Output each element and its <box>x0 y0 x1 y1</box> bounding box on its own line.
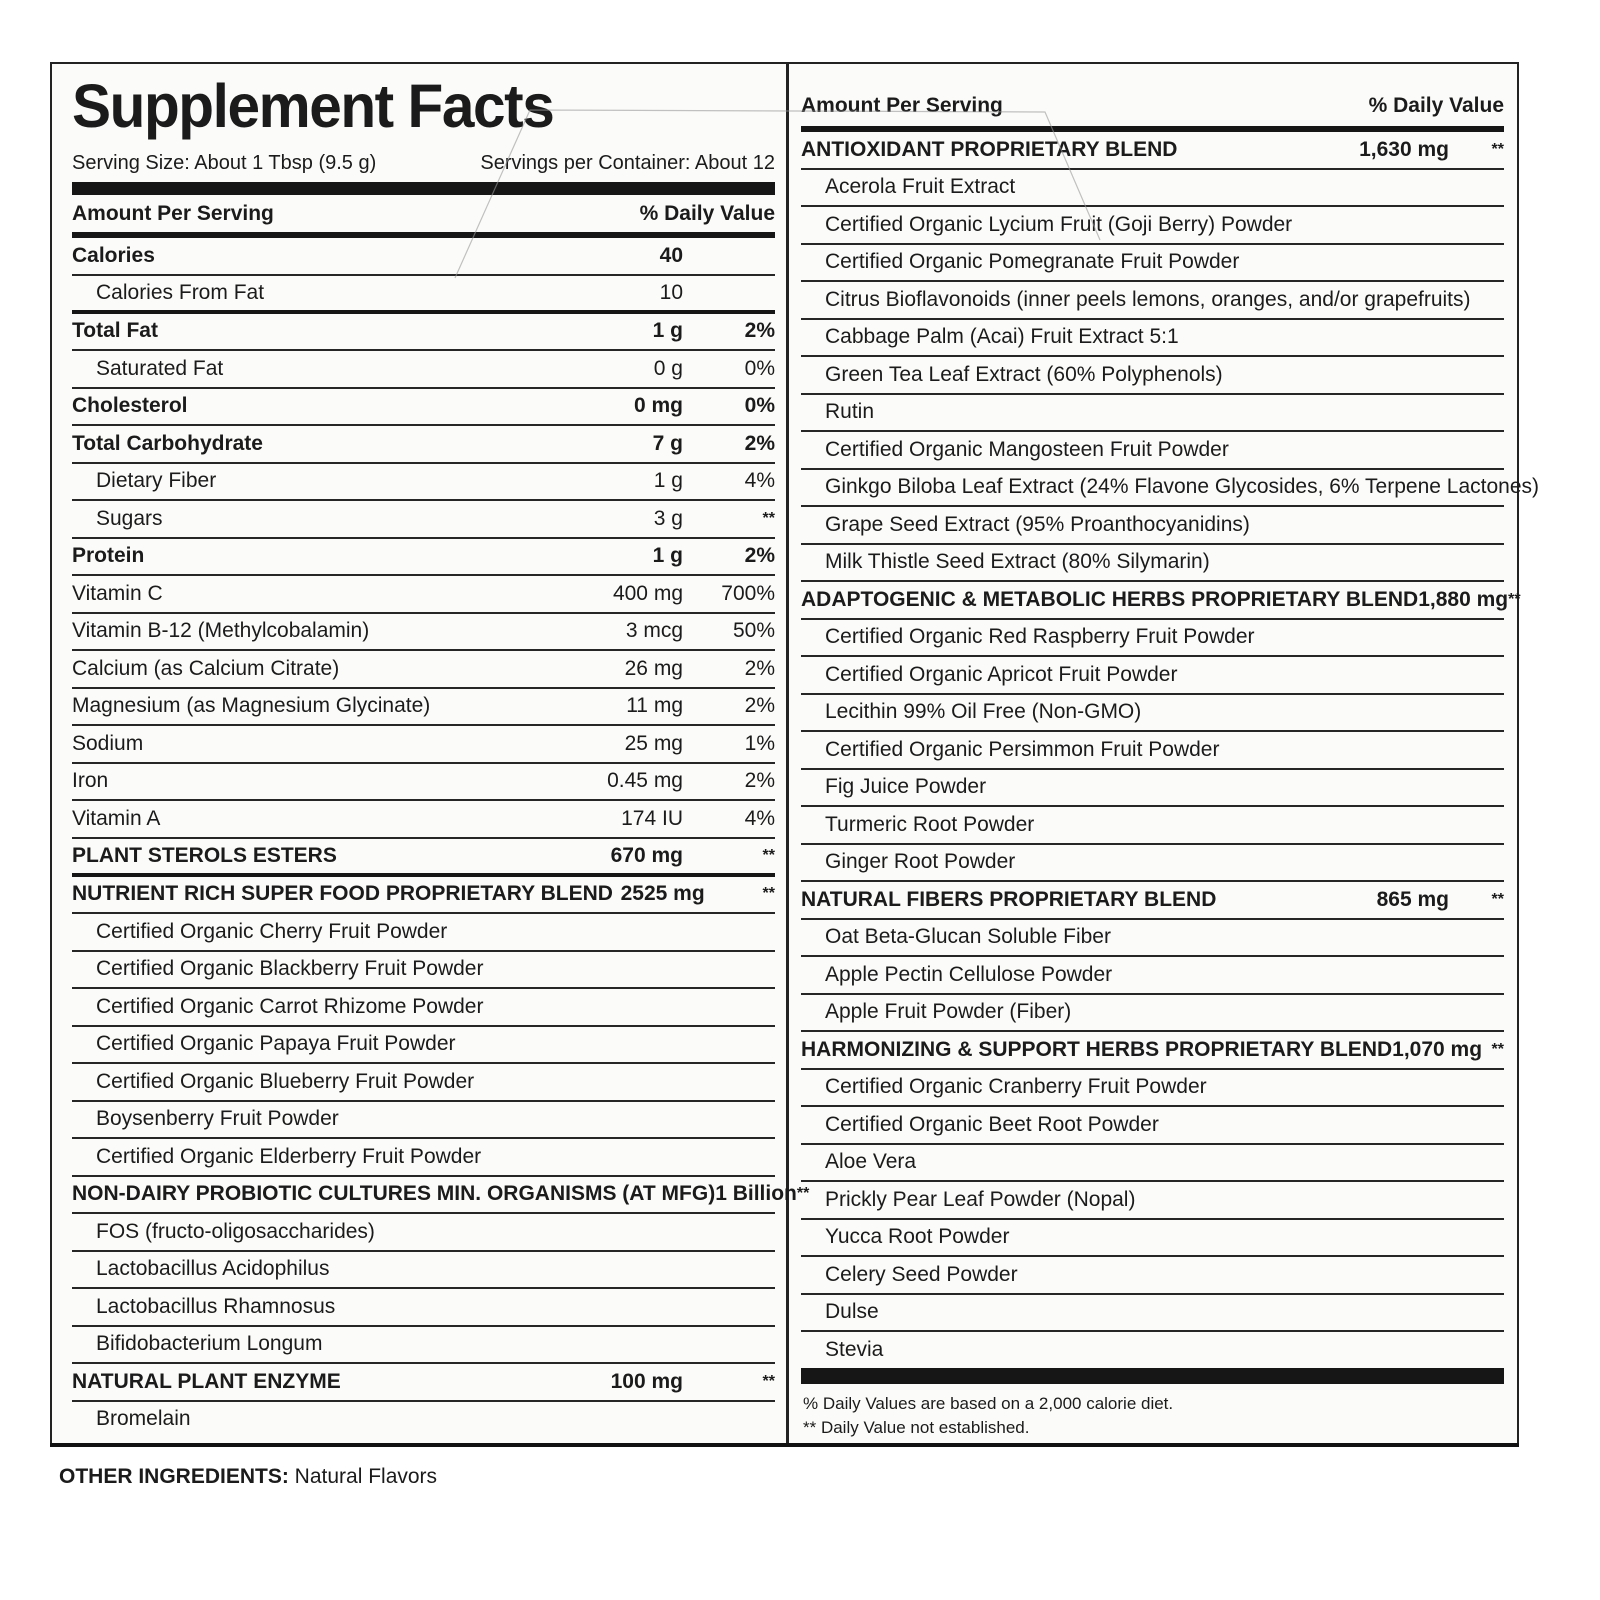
serving-info <box>72 144 775 182</box>
nutrient-name: Magnesium (as Magnesium Glycinate) <box>72 694 431 718</box>
nutrient-row <box>801 1182 1504 1220</box>
nutrient-name: Prickly Pear Leaf Powder (Nopal) <box>825 1187 1136 1211</box>
nutrient-row <box>72 1402 775 1438</box>
nutrient-row <box>72 952 775 990</box>
nutrient-amount: 10 <box>659 280 683 304</box>
servings-per-container: Servings per Container: About 12 <box>480 151 775 174</box>
nutrient-daily-value: ** <box>762 1372 775 1390</box>
nutrient-name: Apple Fruit Powder (Fiber) <box>825 1000 1072 1024</box>
nutrient-name: Calcium (as Calcium Citrate) <box>72 656 340 680</box>
nutrient-row <box>72 914 775 952</box>
nutrient-name: ANTIOXIDANT PROPRIETARY BLEND <box>801 137 1178 161</box>
nutrient-row <box>801 1295 1504 1333</box>
nutrient-amount: 26 mg <box>624 656 683 680</box>
nutrient-name: Certified Organic Cranberry Fruit Powder <box>825 1075 1207 1099</box>
serving-size: Serving Size: About 1 Tbsp (9.5 g) <box>72 151 377 174</box>
right-column <box>801 86 1539 1441</box>
nutrient-row <box>801 432 1504 470</box>
nutrient-row <box>801 470 1539 508</box>
nutrient-name: Certified Organic Blueberry Fruit Powder <box>96 1069 475 1093</box>
nutrient-row <box>72 689 775 727</box>
nutrient-row <box>72 1327 775 1365</box>
nutrient-row <box>72 389 775 427</box>
nutrient-name: Bifidobacterium Longum <box>96 1332 323 1356</box>
nutrient-row <box>801 995 1504 1033</box>
nutrient-name: Certified Organic Persimmon Fruit Powder <box>825 737 1220 761</box>
nutrient-row <box>801 807 1504 845</box>
nutrient-row <box>801 770 1504 808</box>
nutrient-daily-value: ** <box>1491 1040 1504 1058</box>
nutrient-row <box>72 764 775 802</box>
nutrient-row <box>72 614 775 652</box>
nutrient-daily-value: ** <box>762 509 775 527</box>
nutrient-name: Certified Organic Cherry Fruit Powder <box>96 919 448 943</box>
nutrient-name: Lecithin 99% Oil Free (Non-GMO) <box>825 700 1142 724</box>
nutrient-daily-value: 2% <box>744 656 775 680</box>
nutrient-name: Certified Organic Blackberry Fruit Powder <box>96 957 484 981</box>
nutrient-row <box>801 695 1504 733</box>
nutrient-row <box>72 1102 775 1140</box>
nutrient-name: Yucca Root Powder <box>825 1225 1010 1249</box>
nutrient-row <box>801 1257 1504 1295</box>
nutrient-row <box>72 314 775 352</box>
blend-row <box>801 1032 1504 1070</box>
nutrient-amount: 0 g <box>653 356 683 380</box>
nutrient-row <box>801 1070 1504 1108</box>
footer-divider <box>801 1368 1504 1384</box>
nutrient-amount: 670 mg <box>610 843 683 867</box>
nutrient-name: NATURAL PLANT ENZYME <box>72 1369 341 1393</box>
left-nutrient-list <box>72 238 810 1437</box>
nutrient-amount: 2525 mg <box>620 882 705 906</box>
footnote-daily-values: % Daily Values are based on a 2,000 calorie diet. <box>803 1393 1174 1413</box>
nutrient-amount: 3 mcg <box>625 619 683 643</box>
other-ingredients <box>59 1465 437 1489</box>
amount-per-serving-header-right: Amount Per Serving <box>801 94 1003 117</box>
nutrient-name: Ginkgo Biloba Leaf Extract (24% Flavone Glycosides, 6% Terpene Lactones) <box>825 475 1539 499</box>
nutrient-name: Certified Organic Beet Root Powder <box>825 1112 1159 1136</box>
other-ingredients-value: Natural Flavors <box>288 1465 438 1488</box>
nutrient-row <box>72 576 775 614</box>
nutrient-name: Grape Seed Extract (95% Proanthocyanidins) <box>825 512 1250 536</box>
daily-value-header-right: % Daily Value <box>1368 94 1504 117</box>
nutrient-row <box>801 170 1504 208</box>
other-ingredients-label: OTHER INGREDIENTS: <box>59 1465 289 1488</box>
nutrient-name: Milk Thistle Seed Extract (80% Silymarin) <box>825 550 1210 574</box>
nutrient-name: Dulse <box>825 1300 879 1324</box>
nutrient-amount: 3 g <box>653 506 683 530</box>
nutrient-amount: 1,630 mg <box>1359 137 1449 161</box>
blend-row <box>801 132 1504 170</box>
footnote-not-established: ** Daily Value not established. <box>803 1417 1030 1437</box>
nutrient-row <box>72 1252 775 1290</box>
nutrient-daily-value: 50% <box>732 619 775 643</box>
nutrient-name: HARMONIZING & SUPPORT HERBS PROPRIETARY BLEND <box>801 1037 1393 1061</box>
nutrient-name: Ginger Root Powder <box>825 850 1016 874</box>
nutrient-name: Vitamin B-12 (Methylcobalamin) <box>72 619 370 643</box>
nutrient-amount: 7 g <box>652 431 683 455</box>
nutrient-row <box>72 276 775 314</box>
nutrient-amount: 1,070 mg <box>1392 1037 1483 1061</box>
daily-value-header: % Daily Value <box>639 201 775 225</box>
nutrient-name: Bromelain <box>96 1407 191 1431</box>
nutrient-name: Aloe Vera <box>825 1150 917 1174</box>
nutrient-amount: 0.45 mg <box>607 769 683 793</box>
nutrient-daily-value: 0% <box>744 356 775 380</box>
nutrient-daily-value: 1% <box>744 731 775 755</box>
nutrient-row <box>801 545 1504 583</box>
nutrient-name: Certified Organic Papaya Fruit Powder <box>96 1032 456 1056</box>
nutrient-row <box>801 657 1504 695</box>
nutrient-row <box>801 1107 1504 1145</box>
nutrient-name: PLANT STEROLS ESTERS <box>72 843 337 867</box>
nutrient-amount: 1 g <box>652 319 683 343</box>
nutrient-name: FOS (fructo-oligosaccharides) <box>96 1219 375 1243</box>
nutrient-amount: 865 mg <box>1376 887 1449 911</box>
right-header-row <box>801 86 1504 126</box>
nutrient-name: Lactobacillus Acidophilus <box>96 1257 330 1281</box>
left-column <box>72 70 810 1437</box>
nutrient-name: Total Fat <box>72 319 158 343</box>
nutrient-daily-value: ** <box>1508 590 1521 608</box>
blend-row <box>72 877 775 915</box>
nutrient-name: Calories From Fat <box>96 280 265 304</box>
nutrient-daily-value: 0% <box>744 394 775 418</box>
nutrient-amount: 11 mg <box>626 694 683 718</box>
nutrient-name: Iron <box>72 769 109 793</box>
nutrient-amount: 100 mg <box>610 1369 683 1393</box>
nutrient-name: NATURAL FIBERS PROPRIETARY BLEND <box>801 887 1217 911</box>
blend-row <box>72 1364 775 1402</box>
amount-per-serving-header: Amount Per Serving <box>72 201 274 225</box>
nutrient-name: Cholesterol <box>72 394 188 418</box>
nutrient-name: Sugars <box>96 506 163 530</box>
nutrient-daily-value: ** <box>762 885 775 903</box>
blend-row <box>801 582 1521 620</box>
nutrient-name: Saturated Fat <box>96 356 224 380</box>
nutrient-daily-value: 700% <box>721 581 775 605</box>
nutrient-name: Certified Organic Pomegranate Fruit Powder <box>825 250 1240 274</box>
nutrient-row <box>72 426 775 464</box>
nutrient-name: Certified Organic Mangosteen Fruit Powder <box>825 437 1229 461</box>
nutrient-name: Turmeric Root Powder <box>825 812 1035 836</box>
footnotes <box>801 1390 1504 1441</box>
nutrient-row <box>72 1289 775 1327</box>
nutrient-name: Calories <box>72 243 155 267</box>
nutrient-row <box>801 282 1504 320</box>
nutrient-row <box>801 357 1504 395</box>
nutrient-row <box>801 320 1504 358</box>
nutrient-name: Acerola Fruit Extract <box>825 175 1016 199</box>
nutrient-daily-value: 2% <box>744 319 775 343</box>
nutrient-row <box>801 395 1504 433</box>
nutrient-row <box>72 351 775 389</box>
blend-row <box>72 839 775 877</box>
nutrient-amount: 40 <box>659 243 683 267</box>
nutrient-daily-value: 2% <box>744 694 775 718</box>
nutrient-name: Rutin <box>825 400 875 424</box>
nutrient-name: Boysenberry Fruit Powder <box>96 1107 339 1131</box>
nutrient-amount: 1 g <box>653 469 683 493</box>
nutrient-row <box>801 245 1504 283</box>
nutrient-name: Dietary Fiber <box>96 469 217 493</box>
nutrient-row <box>801 1220 1504 1258</box>
nutrient-name: NON-DAIRY PROBIOTIC CULTURES MIN. ORGANISMS (AT MFG) <box>72 1182 716 1206</box>
nutrient-daily-value: 4% <box>744 806 775 830</box>
nutrient-name: Citrus Bioflavonoids (inner peels lemons, oranges, and/or grapefruits) <box>825 287 1471 311</box>
nutrient-daily-value: ** <box>1491 140 1504 158</box>
nutrient-row <box>72 989 775 1027</box>
nutrient-row <box>72 1064 775 1102</box>
nutrient-row <box>801 920 1504 958</box>
nutrient-row <box>72 801 775 839</box>
nutrient-row <box>72 1139 775 1177</box>
blend-row <box>801 882 1504 920</box>
nutrient-amount: 1,880 mg <box>1418 587 1509 611</box>
nutrient-name: Sodium <box>72 731 144 755</box>
nutrient-daily-value: 2% <box>744 431 775 455</box>
nutrient-name: NUTRIENT RICH SUPER FOOD PROPRIETARY BLEND <box>72 882 613 906</box>
nutrient-amount: 1 Billion <box>715 1182 797 1206</box>
nutrient-daily-value: ** <box>762 846 775 864</box>
column-divider <box>786 62 789 1445</box>
nutrient-row <box>801 1332 1504 1368</box>
nutrient-amount: 0 mg <box>633 394 683 418</box>
nutrient-row <box>72 1027 775 1065</box>
nutrient-name: Certified Organic Red Raspberry Fruit Powder <box>825 625 1255 649</box>
nutrient-row <box>72 539 775 577</box>
blend-row <box>72 1177 810 1215</box>
nutrient-name: Fig Juice Powder <box>825 775 987 799</box>
nutrient-name: Protein <box>72 544 145 568</box>
nutrient-name: Oat Beta-Glucan Soluble Fiber <box>825 925 1111 949</box>
nutrient-name: Vitamin A <box>72 806 161 830</box>
nutrient-name: Stevia <box>825 1337 884 1361</box>
nutrient-daily-value: 4% <box>744 469 775 493</box>
page-title: Supplement Facts <box>72 72 554 140</box>
left-header-row <box>72 195 775 232</box>
nutrient-name: Certified Organic Elderberry Fruit Powder <box>96 1144 482 1168</box>
nutrient-row <box>801 732 1504 770</box>
nutrient-amount: 174 IU <box>621 806 683 830</box>
nutrient-row <box>801 1145 1504 1183</box>
nutrient-daily-value: 2% <box>744 544 775 568</box>
nutrient-row <box>72 501 775 539</box>
nutrient-row <box>72 726 775 764</box>
nutrient-row <box>801 620 1504 658</box>
bottom-border <box>50 1443 1519 1447</box>
nutrient-name: Apple Pectin Cellulose Powder <box>825 962 1113 986</box>
nutrient-row <box>72 1214 775 1252</box>
nutrient-amount: 400 mg <box>612 581 683 605</box>
nutrient-row <box>801 207 1504 245</box>
nutrient-name: ADAPTOGENIC & METABOLIC HERBS PROPRIETARY BLEND <box>801 587 1419 611</box>
nutrient-row <box>801 845 1504 883</box>
nutrient-name: Certified Organic Lycium Fruit (Goji Berry) Powder <box>825 212 1293 236</box>
nutrient-amount: 1 g <box>652 544 683 568</box>
nutrient-row <box>72 464 775 502</box>
nutrient-name: Celery Seed Powder <box>825 1262 1018 1286</box>
nutrient-daily-value: 2% <box>744 769 775 793</box>
nutrient-daily-value: ** <box>1491 890 1504 908</box>
nutrient-name: Lactobacillus Rhamnosus <box>96 1294 336 1318</box>
nutrient-row <box>72 238 775 276</box>
nutrient-row <box>801 957 1504 995</box>
nutrient-row <box>72 651 775 689</box>
nutrient-name: Certified Organic Apricot Fruit Powder <box>825 662 1178 686</box>
nutrient-daily-value: ** <box>796 1185 810 1203</box>
nutrient-name: Total Carbohydrate <box>72 431 263 455</box>
nutrient-name: Vitamin C <box>72 581 163 605</box>
nutrient-name: Cabbage Palm (Acai) Fruit Extract 5:1 <box>825 325 1179 349</box>
nutrient-amount: 25 mg <box>624 731 683 755</box>
nutrient-name: Certified Organic Carrot Rhizome Powder <box>96 994 484 1018</box>
nutrient-name: Green Tea Leaf Extract (60% Polyphenols) <box>825 362 1223 386</box>
thick-divider <box>72 182 775 195</box>
right-nutrient-list <box>801 132 1539 1368</box>
nutrient-row <box>801 507 1504 545</box>
